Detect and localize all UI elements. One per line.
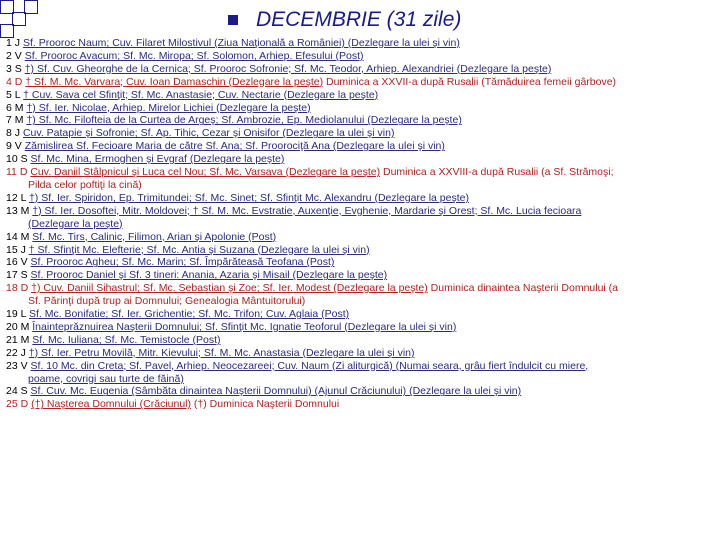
calendar-entry [6, 256, 716, 269]
entry-sunday-note: (†) Duminica Naşterii Domnului [191, 398, 340, 411]
entry-day: 20 M [6, 320, 30, 333]
entry-text: †) Sf. Ier. Dosoftei, Mitr. Moldovei; † Sf. M. Mc. Evstratie, Auxenţie, Evghenie, Mardarie şi Orest; Sf. Mc. Lucia fecioara [32, 204, 582, 217]
calendar-entry [6, 385, 716, 398]
entry-text: Înainteprăznuirea Naşterii Domnului; Sf. Sfinţit Mc. Ignatie Teoforul (Dezlegare la ulei şi vin) [32, 320, 457, 333]
calendar-entry [6, 231, 716, 244]
entry-day: 4 D [6, 75, 23, 88]
calendar-list [6, 37, 716, 411]
calendar-entry [6, 282, 716, 308]
calendar-entry [6, 114, 716, 127]
calendar-entry [6, 153, 716, 166]
calendar-entry [6, 37, 716, 50]
entry-day: 14 M [6, 230, 30, 243]
entry-text: Sf. Prooroc Naum; Cuv. Filaret Milostivul (Ziua Naţională a României) (Dezlegare la ulei şi vin) [22, 37, 460, 49]
entry-text: Sf. 10 Mc. din Creta; Sf. Pavel, Arhiep. Neocezareei; Cuv. Naum (Zi aliturgică) (Numai seara, grâu fiert îndulcit cu miere, [30, 359, 589, 372]
calendar-entry [6, 308, 716, 321]
entry-text: Sf. Mc. Tirs, Calinic, Filimon, Arian şi Apolonie (Post) [32, 230, 277, 243]
entry-day: 12 L [6, 191, 27, 204]
entry-day: 7 M [6, 114, 24, 127]
entry-text: †) Sf. Ier. Spiridon, Ep. Trimitundei; Sf. Mc. Sinet; Sf. Sfinţit Mc. Alexandru (Dezlegare la peşte) [28, 191, 469, 204]
entry-text: Cuv. Daniil Stâlpnicul şi Luca cel Nou; Sf. Mc. Varsava (Dezlegare la peşte) [30, 166, 381, 179]
entry-day: 16 V [6, 256, 28, 269]
calendar-entry [6, 102, 716, 115]
calendar-entry [6, 269, 716, 282]
entry-continuation: Sf. Părinţi după trup ai Domnului; Genealogia Mântuitorului) [28, 295, 306, 308]
entry-day: 22 J [6, 346, 26, 359]
entry-text: †) Sf. Cuv. Gheorghe de la Cernica; Sf. Prooroc Sofronie; Sf. Mc. Teodor, Arhiep. Alexandriei (Dezlegare la peşte) [24, 62, 552, 75]
entry-sunday-note: Duminica a XXVII-a după Rusalii (Tămăduirea femeii gârbove) [323, 75, 617, 88]
entry-day: 5 L [6, 88, 21, 101]
calendar-entry [6, 76, 716, 89]
calendar-entry [6, 360, 716, 386]
calendar-entry [6, 50, 716, 63]
entry-text: (†) Naşterea Domnului (Crăciunul) [31, 398, 191, 411]
entry-text: † Cuv. Sava cel Sfinţit; Sf. Mc. Anastasie; Cuv. Nectarie (Dezlegare la peşte) [23, 88, 379, 101]
calendar-entry [6, 334, 716, 347]
entry-text: †) Sf. Mc. Filofteia de la Curtea de Argeş; Sf. Ambrozie, Ep. Mediolanului (Dezlegare la peşte) [26, 114, 462, 127]
entry-day: 10 S [6, 153, 28, 166]
entry-day: 6 M [6, 101, 24, 114]
entry-day: 9 V [6, 140, 22, 153]
entry-text: Zămislirea Sf. Fecioare Maria de către Sf. Ana; Sf. Proorociţă Ana (Dezlegare la ulei şi vin) [24, 140, 445, 153]
calendar-entry [6, 398, 716, 411]
entry-continuation: poame, covrigi sau turte de făină) [28, 372, 184, 385]
entry-text: Sf. Cuv. Mc. Eugenia (Sâmbăta dinaintea Naşterii Domnului) (Ajunul Crăciunului) (Dezlegare la ulei şi vin) [30, 385, 522, 398]
calendar-entry [6, 127, 716, 140]
entry-continuation: Pilda celor poftiţi la cină) [28, 178, 142, 191]
entry-text: Sf. Mc. Mina, Ermoghen şi Evgraf (Dezlegare la peşte) [30, 153, 285, 166]
entry-day: 3 S [6, 62, 22, 75]
calendar-entry [6, 63, 716, 76]
title-bullet-icon [228, 15, 238, 25]
entry-text: †) Sf. Ier. Nicolae, Arhiep. Mirelor Lichiei (Dezlegare la peşte) [26, 101, 311, 114]
entry-day: 21 M [6, 333, 30, 346]
calendar-entry [6, 347, 716, 360]
calendar-entry [6, 244, 716, 257]
entry-sunday-note: Duminica dinaintea Naşterii Domnului (a [427, 282, 619, 295]
page-title: DECEMBRIE (31 zile) [256, 8, 462, 31]
entry-day: 8 J [6, 127, 21, 140]
entry-text: Cuv. Patapie şi Sofronie; Sf. Ap. Tihic, Cezar şi Onisifor (Dezlegare la ulei şi vin) [22, 127, 395, 140]
entry-sunday-note: Duminica a XXVIII-a după Rusalii (a Sf. Strămoşi; [380, 166, 614, 179]
title-row [228, 6, 461, 34]
entry-day: 24 S [6, 385, 28, 398]
entry-day: 1 J [6, 37, 21, 49]
calendar-entry [6, 89, 716, 102]
entry-day: 15 J [6, 243, 26, 256]
entry-text: Sf. Prooroc Daniel şi Sf. 3 tineri: Anania, Azaria şi Misail (Dezlegare la peşte) [30, 269, 388, 282]
corner-decoration [0, 0, 60, 36]
calendar-entry [6, 192, 716, 205]
calendar-entry [6, 140, 716, 153]
entry-continuation: (Dezlegare la peşte) [28, 217, 123, 230]
entry-text: Sf. Mc. Iuliana; Sf. Mc. Temistocle (Post) [32, 333, 221, 346]
entry-day: 23 V [6, 359, 28, 372]
calendar-entry [6, 166, 716, 192]
entry-text: Sf. Prooroc Avacum; Sf. Mc. Miropa; Sf. Solomon, Arhiep. Efesului (Post) [24, 49, 364, 62]
entry-day: 18 D [6, 282, 29, 295]
entry-text: †) Sf. Ier. Petru Movilă, Mitr. Kievului; Sf. M. Mc. Anastasia (Dezlegare la ulei şi vin) [28, 346, 415, 359]
entry-day: 2 V [6, 49, 22, 62]
calendar-entry [6, 205, 716, 231]
entry-day: 25 D [6, 398, 29, 411]
entry-day: 11 D [6, 166, 28, 179]
entry-text: Sf. Mc. Bonifatie; Sf. Ier. Grichentie; Sf. Mc. Trifon; Cuv. Aglaia (Post) [28, 308, 350, 321]
entry-day: 13 M [6, 204, 30, 217]
entry-text: Sf. Prooroc Agheu; Sf. Mc. Marin; Sf. Împărăteasă Teofana (Post) [30, 256, 335, 269]
entry-day: 19 L [6, 308, 27, 321]
entry-text: † Sf. M. Mc. Varvara; Cuv. Ioan Damaschin (Dezlegare la peşte) [25, 75, 324, 88]
entry-text: †) Cuv. Daniil Sihastrul; Sf. Mc. Sebastian şi Zoe; Sf. Ier. Modest (Dezlegare la peşte) [31, 282, 428, 295]
entry-day: 17 S [6, 269, 28, 282]
entry-text: † Sf. Sfinţit Mc. Elefterie; Sf. Mc. Antia şi Suzana (Dezlegare la ulei şi vin) [28, 243, 370, 256]
calendar-entry [6, 321, 716, 334]
